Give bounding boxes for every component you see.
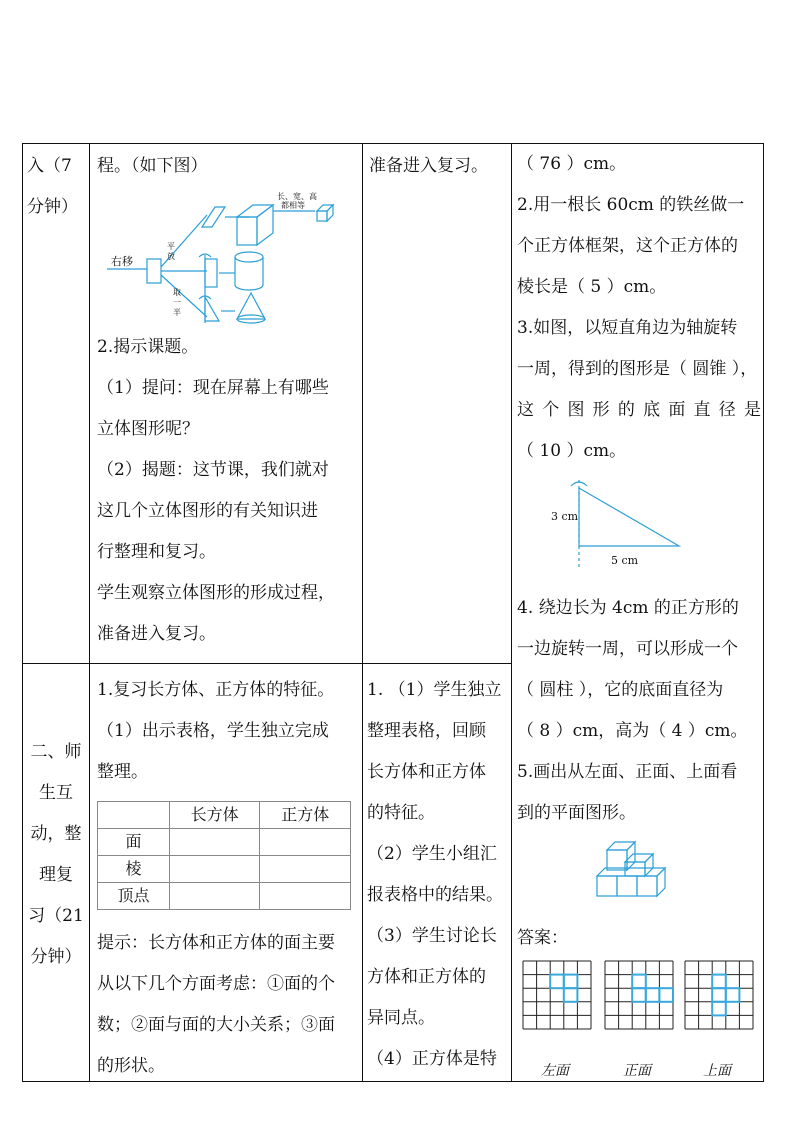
label-take-half: 取 [173,288,181,297]
text-line: 立体图形呢？ [97,419,199,439]
text-line: 方体和正方体的 [367,967,486,987]
text-line: 程。（如下图） [97,156,208,176]
label-take-half: 一 [173,298,181,307]
text-line: （3）学生讨论长 [367,926,497,946]
text-line: 长方体和正方体 [367,762,486,782]
stage-label: 生互 [39,783,73,803]
table-row [98,883,351,910]
table-cell [169,856,260,883]
text-line: 3.如图，以短直角边为轴旋转 [517,318,738,338]
highlighted-cell [712,988,726,1002]
text-line: （ 8 ）cm，高为（ 4 ）cm。 [517,721,748,741]
column-divider [362,144,363,1081]
answer-view-grid [523,961,591,1029]
text-line: 这 个 图 形 的 底 面 直 径 是 [517,400,761,420]
text-line: 行整理和复习。 [97,542,216,562]
text-line: 的形状。 [97,1056,165,1076]
text-line: （1）出示表格，学生独立完成 [97,721,329,741]
text-line: 从以下几个方面考虑：①面的个 [97,974,335,994]
stage-label: 二、师 [30,742,82,762]
table-header: 长方体 [169,802,260,829]
solid-formation-diagram [97,187,359,327]
highlighted-cell [550,975,564,989]
text-line: 准备进入复习。 [97,624,216,644]
text-line: （2）揭题：这节课，我们就对 [97,460,329,480]
label-equal-edges: 长、宽、高 [277,192,317,201]
triangle-figure-svg [517,472,761,588]
text-line: 2.揭示课题。 [97,337,199,357]
label-3cm: 3 cm [551,510,579,523]
label-take-half: 半 [173,308,181,317]
highlighted-cell [726,988,740,1002]
highlighted-cell [564,988,578,1002]
table-cell [260,829,351,856]
col1-bottom-cell [25,732,87,978]
col1-top-cell [27,146,87,228]
highlighted-cell [646,988,660,1002]
stage-label: 入（7 [27,156,72,176]
caption-front-view: 正面 [623,1063,651,1079]
table-cell [260,856,351,883]
stage-label: 分钟） [30,947,82,967]
table-cell [260,883,351,910]
column-divider [511,144,512,1081]
text-line: （1）提问：现在屏幕上有哪些 [97,378,329,398]
answer-view-grid [685,961,753,1029]
text-line: 个正方体框架，这个正方体的 [517,236,738,256]
text-line: （4）正方体是特 [367,1049,497,1069]
formation-diagram-svg [97,187,359,327]
table-row [98,856,351,883]
highlighted-cell [632,988,646,1002]
answer-view-grid [605,961,673,1029]
label-translate: 放 [167,252,175,261]
table-header [98,802,170,829]
table-row [98,829,351,856]
cube-figure-svg [517,834,761,918]
row-label: 棱 [98,856,170,883]
text-line: 5.画出从左面、正面、上面看 [517,762,738,782]
col3-bottom-cell [367,670,509,1080]
feature-table-wrapper [97,793,359,923]
text-line: 异同点。 [367,1008,435,1028]
text-line: 一边旋转一周，可以形成一个 [517,639,738,659]
highlighted-cell [632,975,646,989]
text-line: 2.用一根长 60cm 的铁丝做一 [517,195,745,215]
answer-grids-svg [517,959,761,1035]
answer-grids [517,959,761,1079]
stage-label: 习（21 [28,906,84,926]
text-line: 准备进入复习。 [369,156,488,176]
text-line: 这几个立体图形的有关知识进 [97,501,318,521]
highlighted-cell [712,1002,726,1016]
text-line: 1.复习长方体、正方体的特征。 [97,680,335,700]
text-line: 棱长是（ 5 ）cm。 [517,277,667,297]
label-equal-edges: 都相等 [281,201,305,210]
text-line: 数；②面与面的大小关系；③面 [97,1015,335,1035]
feature-table [97,801,351,910]
col2-bottom-cell [97,670,359,1087]
answer-label: 答案： [517,928,568,948]
triangle-figure [517,472,761,588]
text-line: 4. 绕边长为 4cm 的正方形的 [517,598,739,618]
table-cell [169,883,260,910]
lesson-plan-table [22,143,764,1082]
stage-label: 理复 [39,865,73,885]
col3-top-cell [369,146,507,187]
highlighted-cell [712,975,726,989]
row-divider [23,663,511,664]
highlighted-cell [564,975,578,989]
label-translate: 平 [167,242,175,251]
text-line: 整理表格，回顾 [367,721,486,741]
column-divider [89,144,90,1081]
text-line: （ 圆柱 ），它的底面直径为 [517,680,724,700]
table-cell [169,829,260,856]
label-5cm: 5 cm [611,554,639,567]
row-label: 顶点 [98,883,170,910]
stage-label: 分钟） [27,197,78,217]
col2-top-cell [97,146,359,655]
row-label: 面 [98,829,170,856]
text-line: 报表格中的结果。 [367,885,503,905]
text-line: 一周，得到的图形是（ 圆锥 ）， [517,359,758,379]
text-line: 的特征。 [367,803,435,823]
text-line: 整理。 [97,762,148,782]
text-line: 到的平面图形。 [517,803,636,823]
label-move-right: 右移 [111,255,133,268]
col4-cell [517,144,761,1079]
text-line: 学生观察立体图形的形成过程， [97,583,335,603]
cube-figure [517,834,761,918]
caption-left-view: 左面 [541,1063,569,1079]
text-line: 1. （1）学生独立 [367,680,502,700]
highlighted-cell [659,988,673,1002]
caption-top-view: 上面 [703,1063,731,1079]
stage-label: 动，整 [30,824,82,844]
text-line: （ 10 ）cm。 [517,441,627,461]
text-line: （ 76 ）cm。 [517,154,627,174]
text-line: 提示：长方体和正方体的面主要 [97,933,335,953]
text-line: （2）学生小组汇 [367,844,497,864]
table-header: 正方体 [260,802,351,829]
